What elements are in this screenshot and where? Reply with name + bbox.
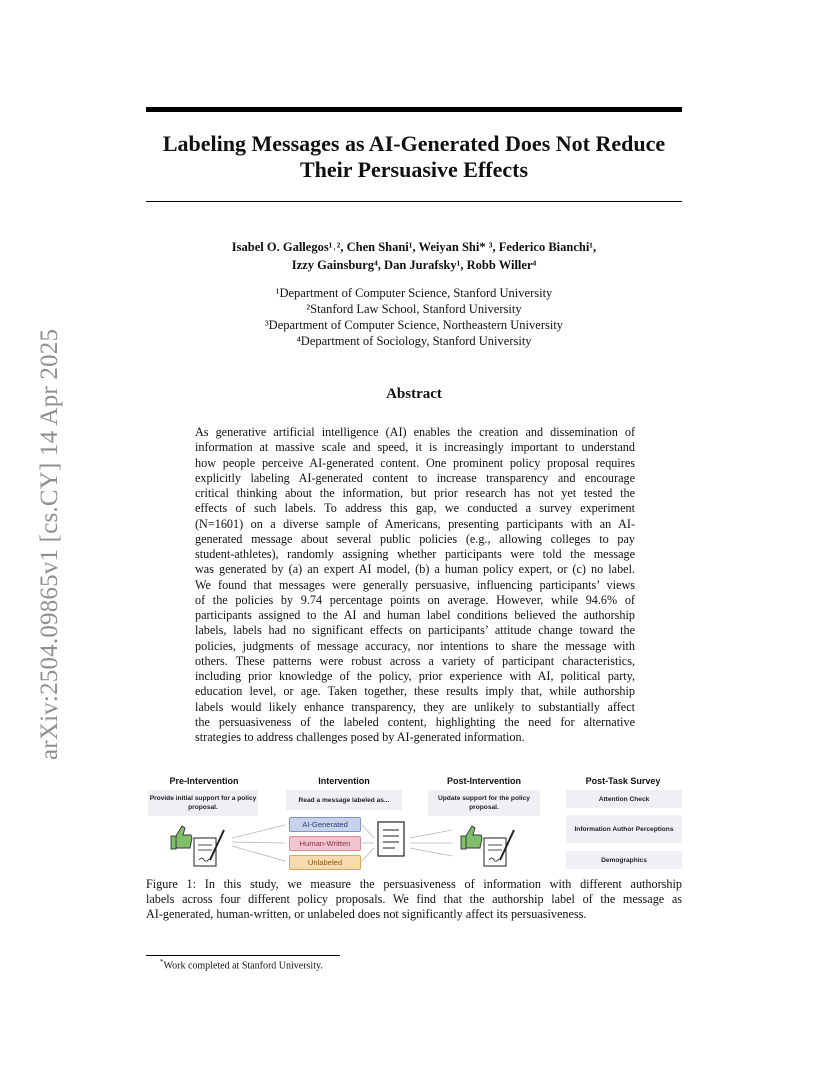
caption-line: AI-generated, human-written, or unlabeled does not significantly affect its persuasiveness. — [146, 907, 587, 921]
document-pen-icon-post — [484, 830, 514, 866]
abstract-line: of the policies by 9.74 percentage points on average. However, while 94.6% of — [195, 592, 635, 607]
title-line-2: Their Persuasive Effects — [299, 157, 529, 182]
abstract-line: student-athletes), randomly assigning whether participants were told the message — [195, 547, 635, 561]
abstract-line: critical thinking about the information, but prior research has not yet tested the — [195, 486, 635, 500]
abstract-line: strategies to address challenges posed by AI-generated information. — [195, 730, 525, 744]
survey-author-perceptions: Information Author Perceptions — [566, 815, 682, 843]
label-human-written: Human-Written — [289, 836, 361, 851]
document-pen-icon-pre — [194, 830, 224, 866]
abstract-line: explicitly labeling AI-generated content to increase transparency and encourage — [195, 470, 635, 485]
abstract-line: how people perceive AI-generated content. One prominent policy proposal requires — [195, 455, 635, 470]
abstract-line: participants assigned to the AI and human label conditions believed the authorship — [195, 608, 635, 622]
figure-col-intervention: Intervention — [318, 776, 370, 786]
caption-line: labels across four different policy proposals. We find that the authorship label of the message as — [146, 892, 682, 906]
arrows-pre-to-labels — [232, 825, 452, 861]
figure-caption — [146, 877, 682, 922]
abstract-line: the persuasiveness of the labeled content, highlighting the need for alternative — [195, 714, 635, 729]
paper-title — [146, 131, 682, 183]
affiliation-2: ²Stanford Law School, Stanford University — [306, 302, 522, 316]
abstract-line: others. These patterns were robust across a variety of participant characteristics, — [195, 653, 635, 668]
affiliations — [146, 285, 682, 349]
post-intervention-box: Update support for the policy proposal. — [428, 790, 540, 816]
arxiv-stamp: arXiv:2504.09865v1 [cs.CY] 14 Apr 2025 — [36, 328, 63, 760]
intervention-box: Read a message labeled as... — [286, 790, 402, 810]
survey-attention-check: Attention Check — [566, 790, 682, 808]
footnote-text: Work completed at Stanford University. — [163, 960, 323, 972]
abstract-body — [195, 425, 635, 745]
footnote — [160, 958, 323, 971]
title-top-rule — [146, 107, 682, 112]
abstract-line: As generative artificial intelligence (AI) enables the creation and dissemination of — [195, 425, 635, 439]
affiliation-3: ³Department of Computer Science, Northeastern University — [264, 318, 564, 332]
abstract-line: labels would likely enhance transparency, they are unlikely to substantially affect — [195, 699, 635, 714]
abstract-line: education level, or age. Taken together, these results imply that, while authorship — [195, 684, 635, 699]
thumb-icon-post — [461, 826, 482, 849]
abstract-line: We found that messages were generally persuasive, influencing participants’ views — [195, 577, 635, 592]
abstract-line: including prior knowledge of the policy, prior experience with AI, political party, — [195, 669, 635, 683]
title-line-1: Labeling Messages as AI-Generated Does Not Reduce — [162, 131, 666, 156]
affiliation-1: ¹Department of Computer Science, Stanford University — [275, 286, 553, 300]
abstract-line: (N=1601) on a diverse sample of Americans, presenting participants with an AI- — [195, 516, 635, 531]
figure-col-post: Post-Intervention — [446, 776, 521, 786]
authors-line-2: Izzy Gainsburg⁴, Dan Jurafsky¹, Robb Willer⁴ — [291, 258, 537, 272]
title-bottom-rule — [146, 201, 682, 202]
figure-col-pre: Pre-Intervention — [169, 776, 239, 786]
abstract-line: policies, judgments of message accuracy, nor intentions to share the message with — [195, 638, 635, 653]
abstract-line: was generated by (a) an expert AI model, (b) a human policy expert, or (c) no label. — [195, 562, 635, 577]
footnote-rule — [146, 955, 340, 956]
label-ai-generated: AI-Generated — [289, 817, 361, 832]
abstract-line: generated message about several public policies (e.g., allowing colleges to pay — [195, 531, 635, 546]
authors-line-1: Isabel O. Gallegos¹˒², Chen Shani¹, Weiyan Shi* ³, Federico Bianchi¹, — [231, 240, 597, 254]
figure-col-survey: Post-Task Survey — [585, 776, 661, 786]
label-unlabeled: Unlabeled — [289, 855, 361, 870]
author-list — [146, 238, 682, 274]
abstract-line: information at massive scale and speed, it is increasingly important to understand — [195, 440, 635, 455]
affiliation-4: ⁴Department of Sociology, Stanford University — [296, 334, 532, 348]
footnote-mark: * — [160, 958, 164, 966]
abstract-line: labels, labels had no significant effects on participants’ attitude change toward the — [195, 623, 635, 638]
abstract-heading: Abstract — [386, 386, 442, 402]
thumb-icon-pre — [171, 826, 192, 849]
abstract-line: effects of such labels. To address this gap, we conducted a survey experiment — [195, 501, 635, 516]
caption-line: Figure 1: In this study, we measure the persuasiveness of information with different authorship — [146, 877, 682, 891]
document-icon-intervention — [378, 822, 404, 856]
survey-demographics: Demographics — [566, 851, 682, 869]
pre-intervention-box: Provide initial support for a policy proposal. — [148, 790, 258, 816]
